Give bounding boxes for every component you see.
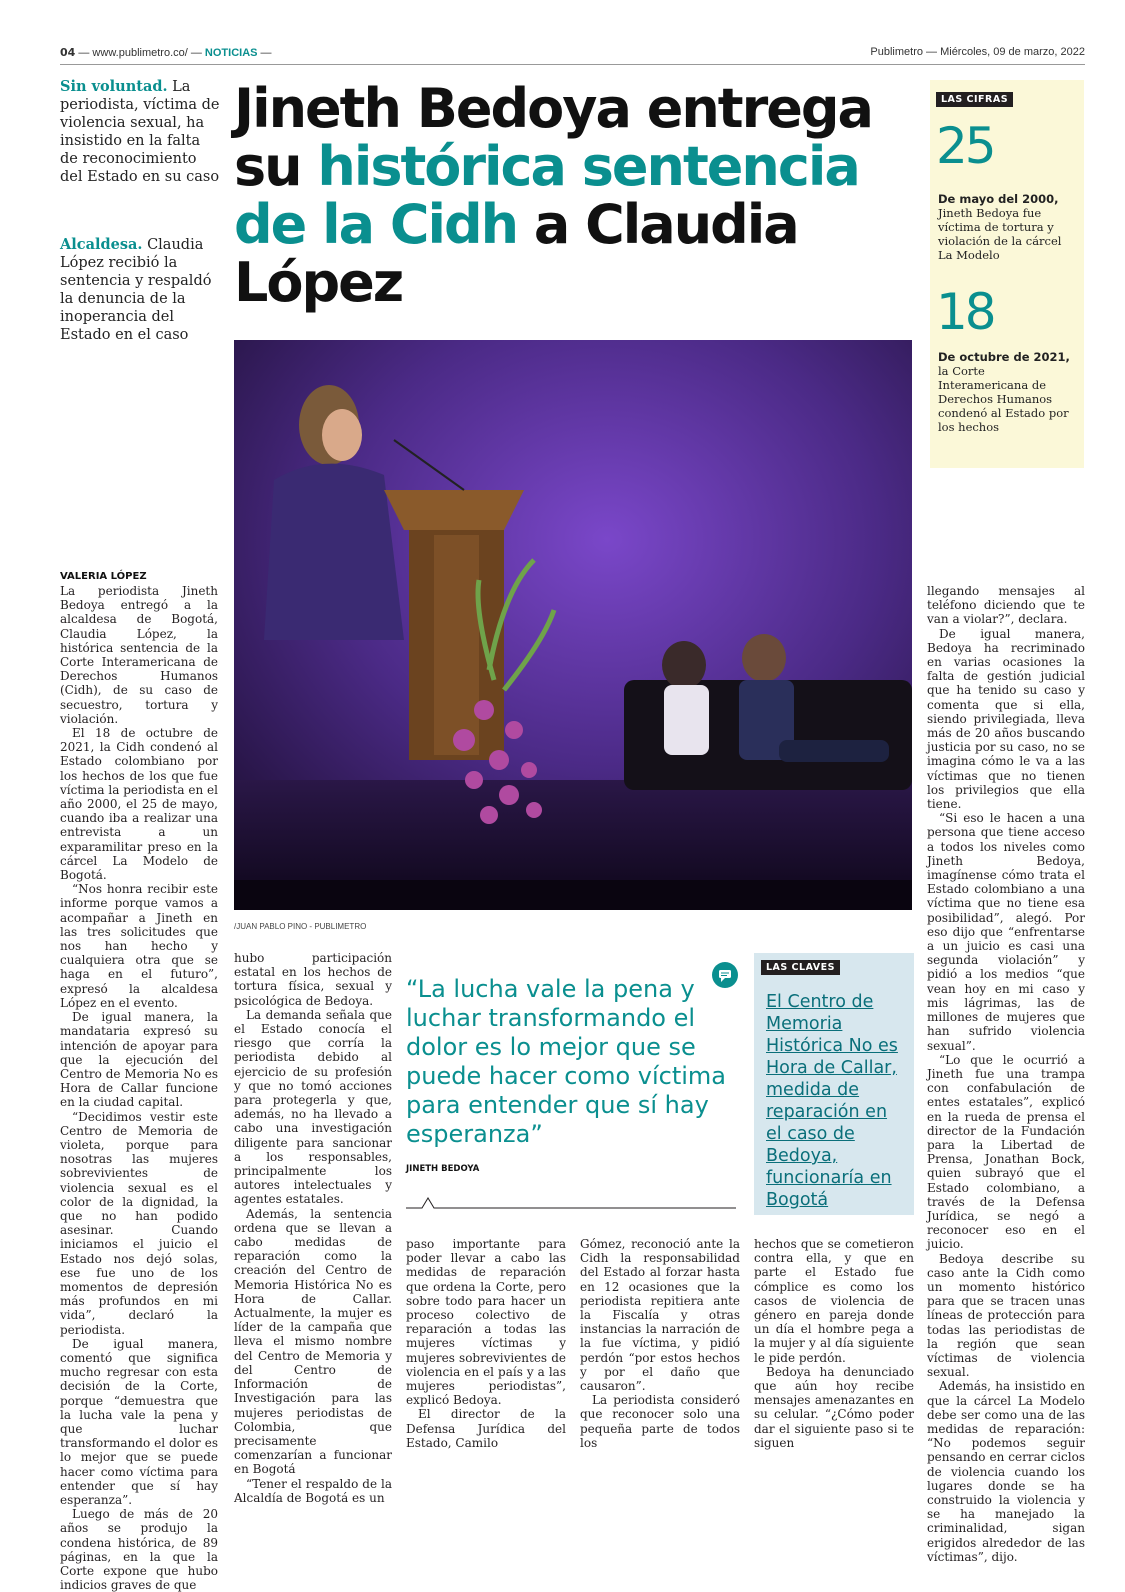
cifra-number: 18 xyxy=(936,283,994,341)
cifra-note xyxy=(938,192,1078,262)
article-column-5 xyxy=(754,1237,914,1450)
aside-sin-voluntad xyxy=(60,78,220,186)
aside-alcaldesa xyxy=(60,236,220,344)
aside-text: La periodista, víctima de violencia sexual, ha insistido en la falta de reconocimiento del Estado en su caso xyxy=(60,79,220,185)
paragraph: Bedoya describe su caso ante la Cidh como un momento histórico para que se tracen unas líneas de protección para todas las periodistas de la región que sean víctimas de violencia sexual. xyxy=(927,1251,1085,1380)
article-column-2 xyxy=(234,951,392,1505)
paragraph: Bedoya ha denunciado que aún hoy recibe mensajes amenazantes en su celular. “¿Cómo poder dar el siguiente paso si te siguen xyxy=(754,1364,914,1450)
cifras-box xyxy=(930,80,1084,468)
cifra-note xyxy=(938,350,1078,434)
paragraph: hechos que se cometieron contra ella, y que en parte el Estado fue cómplice es como los casos de violencia de género en pareja donde un día el hombre pega a la mujer y al día siguiente le pide perdón. xyxy=(754,1237,914,1365)
section-label: NOTICIAS xyxy=(204,47,258,59)
quote-divider xyxy=(406,1196,736,1210)
paragraph: llegando mensajes al teléfono diciendo que te van a violar?”, declara. xyxy=(927,584,1085,627)
paragraph: La periodista consideró que reconocer solo una pequeña parte de todos los xyxy=(580,1393,740,1450)
pull-quote-author: JINETH BEDOYA xyxy=(406,1164,480,1174)
paragraph: “Si eso le hacen a una persona que tiene acceso a todos los niveles como Jineth Bedoya, imagínense cómo trata el Estado colombiano a una víctima que no tiene esa posibilidad”, alegó. Por eso dijo que “enfrentarse a un juicio es casi una segunda violación” y pidió a los medios “que vean hoy en mi caso y mis lágrimas, las de millones de mujeres que han sufrido violencia sexual”. xyxy=(927,811,1085,1053)
paragraph: paso importante para poder llevar a cabo las medidas de reparación que ordena la Corte, pero sobre todo para hacer un proceso colectivo de reparación a todas las mujeres víctimas y mujeres sobrevivientes de violencia en el país y a las mujeres periodistas”, explicó Bedoya. xyxy=(406,1237,566,1408)
paragraph: Además, la sentencia ordena que se llevan a cabo medidas de reparación como la creación del Centro de Memoria Histórica No es Hora de Callar. Actualmente, la mujer es líder de la campaña que lleva el mismo nombre del Centro de Memoria y del Centro de Información de Investigación para las mujeres periodistas de Colombia, que precisamente comenzarían a funcionar en Bogotá xyxy=(234,1206,392,1477)
article-column-4 xyxy=(580,1237,740,1450)
cifras-tag: LAS CIFRAS xyxy=(936,92,1013,107)
paragraph: Luego de más de 20 años se produjo la condena histórica, de 89 páginas, en la que la Corte expone que hubo indicios graves de que xyxy=(60,1507,218,1592)
paragraph: La periodista Jineth Bedoya entregó a la alcaldesa de Bogotá, Claudia López, la histórica sentencia de la Corte Interamericana de Derechos Humanos (Cidh), de su caso de secuestro, tortura y violación. xyxy=(60,584,218,726)
event-photo xyxy=(234,340,912,910)
page-header xyxy=(60,46,1085,64)
paragraph: De igual manera, la mandataria expresó su intención de apoyar para que la ejecución del Centro de Memoria No es Hora de Callar funcione en la ciudad capital. xyxy=(60,1010,218,1110)
photo-credit: /JUAN PABLO PINO - PUBLIMETRO xyxy=(234,922,367,931)
cifra-text: la Corte Interamericana de Derechos Humanos condenó al Estado por los hechos xyxy=(938,364,1069,434)
page-number: 04 xyxy=(60,46,76,59)
paragraph: hubo participación estatal en los hechos de tortura física, sexual y psicológica de Bedoya. xyxy=(234,951,392,1008)
paragraph: “Lo que le ocurrió a Jineth fue una trampa con confabulación de entes estatales”, explicó en la rueda de prensa el director de la Fundación para la Libertad de Prensa, Jonathan Bock, quien subrayó que el Estado colombiano, a través de la Defensa Jurídica, se negó a reconocer eso en el juicio. xyxy=(927,1052,1085,1252)
aside-lead: Sin voluntad. xyxy=(60,78,168,95)
article-column-3 xyxy=(406,1237,566,1450)
paragraph: La demanda señala que el Estado conocía el riesgo que corría la periodista debido al ejercicio de su profesión y que no tomó acciones para protegerla y que, además, no ha llevado a cabo una investigación diligente para sancionar a los responsables, principalmente los autores intelectuales y agentes estatales. xyxy=(234,1007,392,1207)
aside-text: Claudia López recibió la sentencia y respaldó la denuncia de la inoperancia del Estado en el caso xyxy=(60,237,212,343)
paper-date: Publimetro — Miércoles, 09 de marzo, 2022 xyxy=(870,46,1085,58)
paragraph: De igual manera, Bedoya ha recriminado en varias ocasiones la falta de gestión judicial que ha tenido su caso y comenta que si ella, siendo privilegiada, lleva más de 20 años buscando justicia por su caso, no se imagina cómo le va a las víctimas que no tienen los privilegios que ella tiene. xyxy=(927,626,1085,812)
paragraph: El director de la Defensa Jurídica del Estado, Camilo xyxy=(406,1407,566,1450)
paragraph: “Decidimos vestir este Centro de Memoria de violeta, porque para nosotras las mujeres sobrevivientes de violencia sexual es el color de la dignidad, la que no han podido asesinar. Cuando iniciamos el juicio el Estado nos dejó solas, ese fue uno de los momentos de depresión más profundos en mi vida”, declaró la periodista. xyxy=(60,1109,218,1337)
headline xyxy=(234,77,904,314)
event-photo-illustration xyxy=(234,340,912,910)
header-rule xyxy=(60,64,1085,65)
paragraph: “Nos honra recibir este informe porque vamos a acompañar a Jineth en las tres solicitudes que nos han hecho y cualquiera otra que se haga en el futuro”, expresó la alcaldesa López en el evento. xyxy=(60,882,218,1010)
cifra-number: 25 xyxy=(936,117,994,175)
claves-text: El Centro de Memoria Histórica No es Hora de Callar, medida de reparación en el caso de Bedoya, funcionaría en Bogotá xyxy=(766,992,898,1210)
header-left xyxy=(60,46,272,59)
section-dash: — xyxy=(260,47,272,59)
site-url: — www.publimetro.co/ — xyxy=(78,47,202,59)
headline-highlight: histórica sentencia de la Cidh xyxy=(234,135,859,256)
claves-tag: LAS CLAVES xyxy=(761,960,840,975)
cifra-lead: De octubre de 2021, xyxy=(938,350,1070,364)
article-column-6 xyxy=(927,584,1085,1564)
paragraph: De igual manera, comentó que significa mucho regresar con esta decisión de la Corte, porque “demuestra que la lucha vale la pena y que luchar transformando el dolor es lo mejor que se puede hacer como víctima para entender que sí hay esperanza”. xyxy=(60,1336,218,1507)
cifra-text: Jineth Bedoya fue víctima de tortura y violación de la cárcel La Modelo xyxy=(938,206,1062,262)
byline: VALERIA LÓPEZ xyxy=(60,571,147,582)
paragraph: Gómez, reconoció ante la Cidh la responsabilidad del Estado al forzar hasta en 12 ocasiones que la periodista repitiera ante la Fiscalía y otras instancias la narración de la fue víctima, y pidió perdón “por estos hechos y por el daño que causaron”. xyxy=(580,1237,740,1394)
headline-part1: Jineth Bedoya entrega su xyxy=(234,77,872,198)
article-column-1 xyxy=(60,584,218,1592)
paragraph: Además, ha insistido en que la cárcel La Modelo debe ser como una de las medidas de reparación: “No podemos seguir pensando en cerrar ciclos de violencia cuando los lugares donde se ha construido la violencia y se ha manejado la criminalidad, sigan erigidos alrededor de las víctimas”, dijo. xyxy=(927,1379,1085,1564)
paragraph: El 18 de octubre de 2021, la Cidh condenó al Estado colombiano por los hechos de los que fue víctima la periodista en el año 2000, el 25 de mayo, cuando iba a realizar una entrevista a un exparamilitar preso en la cárcel La Modelo de Bogotá. xyxy=(60,726,218,883)
aside-lead: Alcaldesa. xyxy=(60,236,143,253)
paragraph: “Tener el respaldo de la Alcaldía de Bogotá es un xyxy=(234,1476,392,1505)
pull-quote: “La lucha vale la pena y luchar transformando el dolor es lo mejor que se puede hacer como víctima para entender que sí hay esperanza” xyxy=(406,975,727,1148)
headline-part2: a Claudia López xyxy=(234,193,798,314)
claves-box xyxy=(754,953,914,1215)
cifra-lead: De mayo del 2000, xyxy=(938,192,1059,206)
